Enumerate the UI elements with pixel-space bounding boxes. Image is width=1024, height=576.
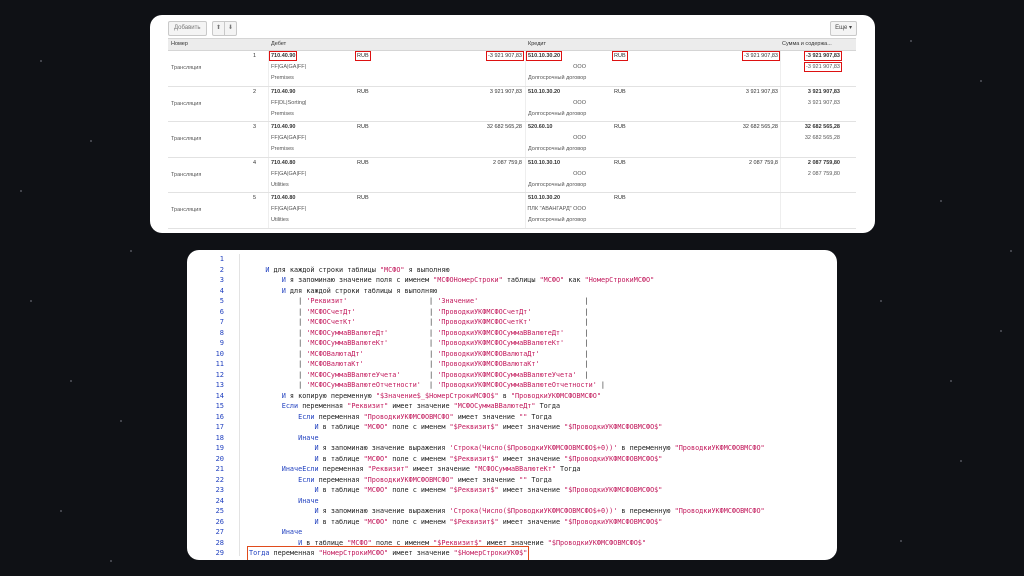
code-line[interactable] <box>249 275 829 286</box>
column-divider <box>525 122 526 157</box>
debit-subconto-2: Utilities <box>271 181 289 188</box>
line-number-gutter <box>187 254 232 559</box>
table-row[interactable] <box>168 122 856 158</box>
debit-amount: 2 087 759,8 <box>492 159 522 166</box>
code-line[interactable] <box>249 454 829 465</box>
line-number: 10 <box>215 349 224 358</box>
line-number: 21 <box>215 465 224 473</box>
credit-currency: RUB <box>614 88 626 95</box>
code-line[interactable] <box>249 328 829 339</box>
row-label: Трансляция <box>171 65 202 71</box>
line-number: 6 <box>219 307 224 316</box>
code-text: Если переменная "ПроводкиУКФМСФОВМСФО" имеет значение "" Тогда <box>298 475 552 484</box>
column-divider <box>268 158 269 193</box>
star <box>1010 250 1012 252</box>
table-row[interactable] <box>168 87 856 123</box>
code-text: | 'МСФОСуммаВВалютеОтчетности' | 'ПроводкиУКФМСФОСуммаВВалютеОтчетности' | <box>249 381 606 389</box>
line-number: 12 <box>215 370 224 379</box>
debit-currency: RUB <box>357 53 369 59</box>
line-number: 4 <box>219 286 224 295</box>
credit-subconto-1: ООО <box>573 99 586 106</box>
table-row[interactable] <box>168 158 856 194</box>
code-line[interactable] <box>249 412 829 423</box>
star <box>20 190 22 192</box>
code-text: | 'Реквизит' | 'Значение' | <box>249 297 589 305</box>
gutter-divider <box>239 254 240 556</box>
header-number[interactable]: Номер <box>171 41 188 47</box>
star <box>120 420 122 422</box>
row-label: Трансляция <box>171 207 202 213</box>
code-editor[interactable] <box>249 254 829 559</box>
code-text: Иначе <box>298 433 319 442</box>
code-line[interactable] <box>249 401 829 412</box>
line-number: 17 <box>215 423 224 431</box>
line-number: 19 <box>215 444 224 452</box>
more-button[interactable]: Еще ▾ <box>830 21 857 36</box>
code-text: И я запоминаю значение поля с именем "МСФОНомерСтроки" таблицы "МСФО" как "НомерСтрокиМСФО" <box>281 276 655 284</box>
code-line[interactable] <box>249 527 829 538</box>
code-text: И в таблице "МСФО" поле с именем "$Реквизит$" имеет значение "$ПроводкиУКФМСФОВМСФО$" <box>298 538 646 547</box>
line-number: 18 <box>215 433 224 442</box>
code-text: | 'МСФОВалютаКт' | 'ПроводкиУКФМСФОВалютаКт' | <box>249 360 589 368</box>
sum-value: 2 087 759,80 <box>807 159 840 166</box>
row-number: 4 <box>253 159 257 166</box>
code-text: ИначеЕсли переменная "Реквизит" имеет значение "МСФОСуммаВВалютеКт" Тогда <box>281 465 581 473</box>
line-number: 8 <box>219 328 224 337</box>
credit-amount: 3 921 907,83 <box>745 88 778 95</box>
sum-content: 3 921 907,83 <box>807 99 840 106</box>
credit-currency: RUB <box>614 53 626 59</box>
line-number: 2 <box>219 265 224 274</box>
debit-subconto-1: FF|DL|Sorting| <box>271 99 307 106</box>
code-line[interactable] <box>249 254 829 265</box>
credit-amount: -3 921 907,83 <box>744 53 778 59</box>
debit-subconto-1: FF|GA|GA|FF| <box>271 64 307 70</box>
credit-currency: RUB <box>614 124 626 130</box>
debit-amount: -3 921 907,83 <box>488 53 522 59</box>
credit-subconto-1: ООО <box>573 135 586 141</box>
debit-subconto-1: FF|GA|GA|FF| <box>271 170 307 177</box>
line-number: 7 <box>219 318 224 326</box>
credit-account: 510.10.30.20 <box>528 195 561 201</box>
code-text: | 'МСФОСчетКт' | 'ПроводкиУКФМСФОСчетКт' | <box>249 318 589 326</box>
column-divider <box>780 87 781 122</box>
debit-currency: RUB <box>357 159 369 166</box>
line-number: 26 <box>215 517 224 526</box>
row-label: Трансляция <box>171 136 202 142</box>
star <box>40 60 42 62</box>
debit-subconto-1: FF|GA|GA|FF| <box>271 135 307 141</box>
column-divider <box>780 158 781 193</box>
star <box>950 380 952 382</box>
code-text: И в таблице "МСФО" поле с именем "$Реквизит$" имеет значение "$ПроводкиУКФМСФОВМСФО$" <box>314 423 663 431</box>
column-divider <box>525 51 526 86</box>
debit-currency: RUB <box>357 195 369 201</box>
line-number: 27 <box>215 528 224 536</box>
credit-currency: RUB <box>614 159 626 166</box>
star <box>70 380 72 382</box>
code-line[interactable] <box>249 433 829 444</box>
table-panel <box>150 15 875 233</box>
debit-subconto-2: Premises <box>271 110 294 117</box>
star <box>1000 330 1002 332</box>
code-text: | 'МСФОСчетДт' | 'ПроводкиУКФМСФОСчетДт' | <box>249 307 589 316</box>
sum-value: -3 921 907,83 <box>806 53 840 59</box>
star <box>130 250 132 252</box>
credit-account: 510.10.30.20 <box>528 88 561 95</box>
code-line[interactable] <box>249 349 829 360</box>
debit-currency: RUB <box>357 124 369 130</box>
column-divider <box>780 51 781 86</box>
column-divider <box>780 193 781 228</box>
debit-account: 710.40.90 <box>271 88 296 95</box>
line-number: 24 <box>215 496 224 505</box>
code-line[interactable] <box>249 548 829 559</box>
highlighted-code-text: Тогда переменная "НомерСтрокиМСФО" имеет значение "$НомерСтрокиУКФ$" <box>249 549 528 557</box>
code-text: И я запоминаю значение выражения 'Строка(Число($ПроводкиУКФМСФОВМСФО$+0))' в переменную "ПроводкиУКФМСФОВМСФО" <box>314 507 765 515</box>
code-line[interactable] <box>249 370 829 381</box>
row-number: 3 <box>253 124 257 130</box>
debit-amount: 3 921 907,83 <box>489 88 522 95</box>
move-up-button[interactable]: ⬆ <box>212 21 225 36</box>
debit-subconto-2: Utilities <box>271 217 289 223</box>
entries-table <box>168 38 856 229</box>
debit-account: 710.40.90 <box>271 53 296 59</box>
row-number: 5 <box>253 195 257 201</box>
code-line[interactable] <box>249 307 829 318</box>
column-divider <box>268 193 269 228</box>
line-number: 25 <box>215 507 224 515</box>
code-line[interactable] <box>249 338 829 349</box>
code-line[interactable] <box>249 475 829 486</box>
add-button[interactable]: Добавить <box>168 21 207 36</box>
credit-amount: 32 682 565,28 <box>742 124 778 130</box>
code-text: | 'МСФОСуммаВВалютеКт' | 'ПроводкиУКФМСФОСуммаВВалютеКт' | <box>249 339 589 347</box>
debit-account: 710.40.80 <box>271 195 296 201</box>
code-line[interactable] <box>249 496 829 507</box>
column-divider <box>525 158 526 193</box>
code-line[interactable] <box>249 317 829 328</box>
table-row[interactable] <box>168 193 856 229</box>
code-line[interactable] <box>249 464 829 475</box>
star <box>900 540 902 542</box>
table-toolbar <box>168 21 857 37</box>
credit-account: 510.10.30.20 <box>528 53 561 59</box>
column-divider <box>268 87 269 122</box>
code-text: Иначе <box>281 528 303 536</box>
move-down-button[interactable]: ⬇ <box>224 21 237 36</box>
star <box>110 560 112 562</box>
code-text: И в таблице "МСФО" поле с именем "$Реквизит$" имеет значение "$ПроводкиУКФМСФОВМСФО$" <box>314 517 663 526</box>
code-text: И в таблице "МСФО" поле с именем "$Реквизит$" имеет значение "$ПроводкиУКФМСФОВМСФО$" <box>314 454 663 463</box>
code-line[interactable] <box>249 359 829 370</box>
sum-content: -3 921 907,83 <box>806 64 840 70</box>
code-line[interactable] <box>249 443 829 454</box>
table-row[interactable] <box>168 51 856 87</box>
credit-subconto-2: Долгосрочный договор <box>528 217 587 223</box>
code-text: Иначе <box>298 496 319 505</box>
line-number: 29 <box>215 549 224 557</box>
line-number: 9 <box>219 339 224 347</box>
star <box>90 140 92 142</box>
code-text: И для каждой строки таблицы "МСФО" я выполняю <box>265 265 450 274</box>
column-divider <box>525 193 526 228</box>
star <box>980 80 982 82</box>
star <box>910 40 912 42</box>
code-line[interactable] <box>249 296 829 307</box>
column-divider <box>780 122 781 157</box>
debit-currency: RUB <box>357 88 369 95</box>
credit-subconto-2: Долгосрочный договор <box>528 146 587 152</box>
sum-value: 32 682 565,28 <box>804 124 840 130</box>
table-body <box>168 51 856 229</box>
credit-account: 510.10.30.10 <box>528 159 561 166</box>
line-number: 28 <box>215 538 224 547</box>
code-line[interactable] <box>249 506 829 517</box>
row-number: 1 <box>253 53 257 59</box>
code-line[interactable] <box>249 391 829 402</box>
code-text: И для каждой строки таблицы я выполняю <box>281 286 438 295</box>
credit-subconto-1: ООО <box>573 64 586 70</box>
line-number: 5 <box>219 297 224 305</box>
code-text: Если переменная "Реквизит" имеет значение "МСФОСуммаВВалютеДт" Тогда <box>281 402 561 410</box>
credit-subconto-2: Долгосрочный договор <box>528 110 587 117</box>
code-text: | 'МСФОСуммаВВалютеДт' | 'ПроводкиУКФМСФОСуммаВВалютеДт' | <box>249 328 589 337</box>
credit-amount: 2 087 759,8 <box>748 159 778 166</box>
header-credit[interactable]: Кредит <box>528 41 547 47</box>
code-text: | 'МСФОВалютаДт' | 'ПроводкиУКФМСФОВалютаДт' | <box>249 349 589 358</box>
code-line[interactable] <box>249 485 829 496</box>
code-line[interactable] <box>249 380 829 391</box>
star <box>30 300 32 302</box>
table-header <box>168 38 856 51</box>
row-label: Трансляция <box>171 171 202 178</box>
code-line[interactable] <box>249 517 829 528</box>
line-number: 3 <box>219 276 224 284</box>
line-number: 11 <box>215 360 224 368</box>
debit-account: 710.40.90 <box>271 124 296 130</box>
line-number: 23 <box>215 486 224 494</box>
code-panel <box>187 250 837 560</box>
line-number: 1 <box>219 255 224 263</box>
line-number: 15 <box>215 402 224 410</box>
credit-subconto-1: ООО <box>573 170 586 177</box>
row-number: 2 <box>253 88 257 95</box>
sum-content: 2 087 759,80 <box>807 170 840 177</box>
star <box>960 460 962 462</box>
credit-account: 520.60.10 <box>528 124 553 130</box>
code-text: И в таблице "МСФО" поле с именем "$Реквизит$" имеет значение "$ПроводкиУКФМСФОВМСФО$" <box>314 486 663 494</box>
header-sum[interactable]: Сумма и содержа... <box>782 41 832 47</box>
star <box>880 300 882 302</box>
code-line[interactable] <box>249 265 829 276</box>
code-text: И я копирую переменную "$Значение$_$НомерСтрокиМСФО$" в "ПроводкиУКФМСФОВМСФО" <box>281 391 601 400</box>
code-line[interactable] <box>249 286 829 297</box>
debit-account: 710.40.80 <box>271 159 296 166</box>
header-debit[interactable]: Дебет <box>271 41 287 47</box>
row-label: Трансляция <box>171 100 202 107</box>
star <box>940 200 942 202</box>
debit-subconto-2: Premises <box>271 75 294 81</box>
column-divider <box>268 51 269 86</box>
star <box>60 510 62 512</box>
debit-amount: 32 682 565,28 <box>486 124 522 130</box>
line-number: 20 <box>215 454 224 463</box>
code-text: Если переменная "ПроводкиУКФМСФОВМСФО" имеет значение "" Тогда <box>298 412 552 421</box>
sum-value: 3 921 907,83 <box>807 88 840 95</box>
line-number: 13 <box>215 381 224 389</box>
code-text: | 'МСФОСуммаВВалютеУчета' | 'ПроводкиУКФМСФОСуммаВВалютеУчета' | <box>249 370 589 379</box>
credit-subconto-2: Долгосрочный договор <box>528 75 587 81</box>
credit-subconto-1: ПЛК "АВАНГАРД" ООО <box>527 206 586 212</box>
line-number: 14 <box>215 391 224 400</box>
line-number: 22 <box>215 475 224 484</box>
sum-content: 32 682 565,28 <box>804 135 840 141</box>
debit-subconto-1: FF|GA|GA|FF| <box>271 206 307 212</box>
debit-subconto-2: Premises <box>271 146 294 152</box>
column-divider <box>268 122 269 157</box>
code-line[interactable] <box>249 538 829 549</box>
line-number: 16 <box>215 412 224 421</box>
code-text: И я запоминаю значение выражения 'Строка(Число($ПроводкиУКФМСФОВМСФО$+0))' в переменную "ПроводкиУКФМСФОВМСФО" <box>314 444 765 452</box>
credit-subconto-2: Долгосрочный договор <box>528 181 587 188</box>
credit-currency: RUB <box>614 195 626 201</box>
column-divider <box>525 87 526 122</box>
code-line[interactable] <box>249 422 829 433</box>
